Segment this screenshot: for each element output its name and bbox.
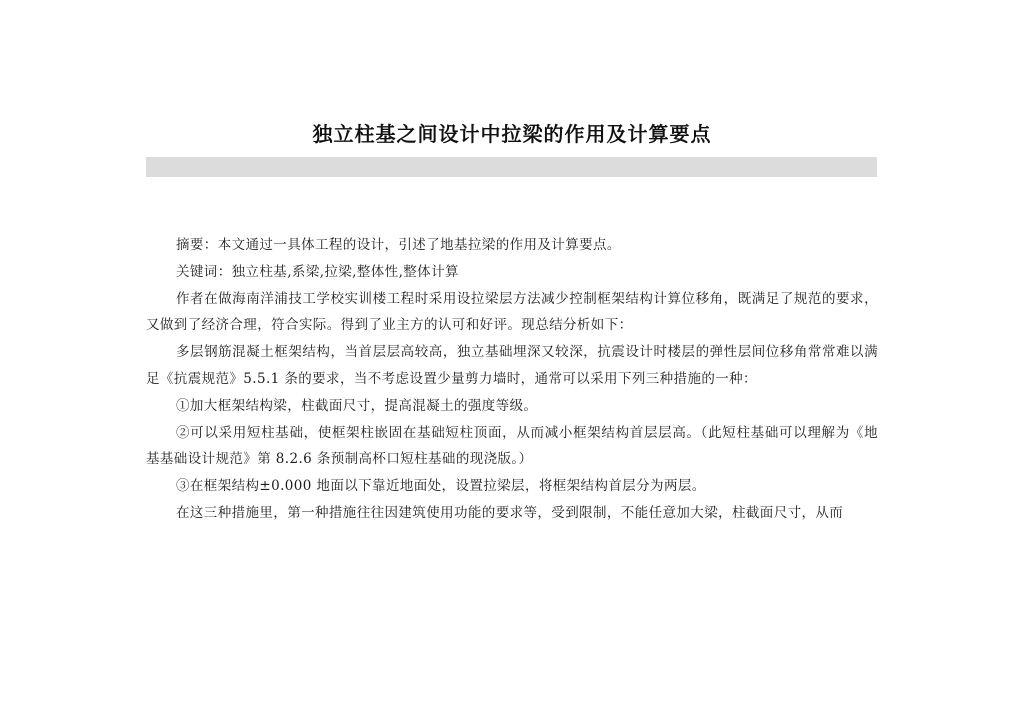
- title-divider-bar: [146, 157, 877, 177]
- discussion-paragraph: 在这三种措施里，第一种措施往往因建筑使用功能的要求等，受到限制，不能任意加大梁，柱截面尺寸，从而: [176, 504, 844, 521]
- measure-three-paragraph: ③在框架结构±0.000 地面以下靠近地面处，设置拉梁层，将框架结构首层分为两层。: [176, 478, 706, 495]
- measure-two-paragraph: ②可以采用短柱基础，使框架柱嵌固在基础短柱顶面，从而减小框架结构首层层高。（此短柱基础可以理解为《地基基础设计规范》第 8.2.6 条预制高杯口短柱基础的现浇版。）: [146, 424, 878, 468]
- background-paragraph: 多层钢筋混凝土框架结构，当首层层高较高，独立基础埋深又较深，抗震设计时楼层的弹性层间位移角常常难以满足《抗震规范》5.5.1 条的要求，当不考虑设置少量剪力墙时，通常可以采用下列三种措施的一种：: [146, 344, 878, 387]
- keywords-paragraph: 关键词：独立柱基,系梁,拉梁,整体性,整体计算: [176, 263, 459, 280]
- document-title: 独立柱基之间设计中拉梁的作用及计算要点: [312, 122, 712, 146]
- abstract-paragraph: 摘要：本文通过一具体工程的设计，引述了地基拉梁的作用及计算要点。: [176, 237, 621, 253]
- measure-one-paragraph: ①加大框架结构梁，柱截面尺寸，提高混凝土的强度等级。: [176, 397, 538, 414]
- document-body: [146, 232, 878, 527]
- intro-paragraph: 作者在做海南洋浦技工学校实训楼工程时采用设拉梁层方法减少控制框架结构计算位移角，既满足了规范的要求，又做到了经济合理，符合实际。得到了业主方的认可和好评。现总结分析如下：: [146, 290, 878, 334]
